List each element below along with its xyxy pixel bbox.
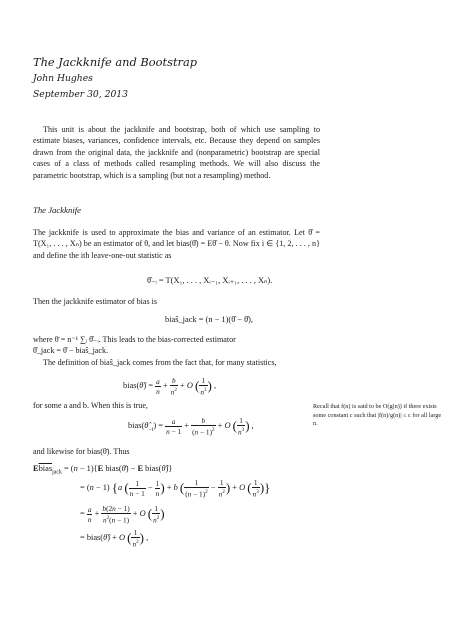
paragraph-3b: θ̂_jack = θ̂ − biaŝ_jack. xyxy=(33,346,109,355)
paragraph-1: The jackknife is used to approximate the bias and variance of an estimator. Let θ̂ = T(X₁, . . . , Xₙ) be an estimator of θ, and let bias(θ̂) = Eθ̂ − θ. Now fix i ∈ {1, 2, . . . , n} and define the ith leave-one-out statistic as xyxy=(33,228,320,260)
intro-paragraph: This unit is about the jackknife and bootstrap, both of which use sampling to estimate biases, variances, confidence intervals, etc. Because they depend on samples drawn from the original data, the jackknife and (nonparametric) bootstrap are special cases of a class of methods called resampling methods. We will also discuss the parametric bootstrap, which is a sampling (but not a resampling) method. xyxy=(33,125,320,180)
paragraph-5: for some a and b. When this is true, xyxy=(33,401,148,410)
equation-expected-bias-line-1: Ebias$_{jack}$ = (n − 1){E bias(θ̄) − E bias(θ̂)} xyxy=(33,464,173,476)
paragraph-6: and likewise for bias(θ̄). Thus xyxy=(33,447,130,456)
paragraph-4: The definition of biaŝ_jack comes from the fact that, for many statistics, xyxy=(43,358,277,367)
equation-expected-bias-line-3: = $\frac{a}{n}$ + $\frac{b(2n - 1)}{n^2(n - 1)}$ + O ( $\frac{1}{n^2}$ ) xyxy=(80,504,165,525)
document-title: The Jackknife and Bootstrap xyxy=(33,55,198,69)
equation-bias-expansion: bias(θ̂) = $\frac{a}{n}$ + $\frac{b}{n^2}$ + O ( $\frac{1}{n^3}$ ) , xyxy=(123,376,217,397)
document-date: September 30, 2013 xyxy=(33,89,128,100)
author-name: John Hughes xyxy=(33,73,93,84)
margin-note: Recall that f(n) is said to be O(g(n)) if there exists some constant c such that |f(n)/g(n)| ≤ c for all large n. xyxy=(313,403,442,428)
section-title: The Jackknife xyxy=(33,205,81,215)
equation-leave-one-out: θ̂₋ᵢ = T(X₁, . . . , Xᵢ₋₁, Xᵢ₊₁, . . . , Xₙ). xyxy=(147,276,273,285)
paragraph-2: Then the jackknife estimator of bias is xyxy=(33,297,158,306)
equation-expected-bias-line-4: = bias(θ̂) + O ( $\frac{1}{n^2}$ ) , xyxy=(80,528,149,549)
equation-jackknife-bias: biaŝ_jack = (n − 1)(θ̂ − θ̂), xyxy=(165,315,254,324)
equation-bias-leave-one-out: $bias(\thetâ_{-i})$ = $\frac{a}{n - 1}$ + $\frac{b}{(n - 1)^2}$ + O ( $\frac{1}{n^3}$ ) , xyxy=(128,416,254,437)
equation-expected-bias-line-2: = (n − 1) {a ( $\frac{1}{n - 1}$ − $\frac{1}{n}$ ) + b ( $\frac{1}{(n - 1)^2}$ − $\frac{1}{n^2}$ ) + O ( $\frac{1}{n^3}$ )} xyxy=(80,478,271,499)
paragraph-3a: where θ̄ = n⁻¹ ∑ᵢ θ̂₋ᵢ. This leads to the bias-corrected estimator xyxy=(33,335,236,344)
